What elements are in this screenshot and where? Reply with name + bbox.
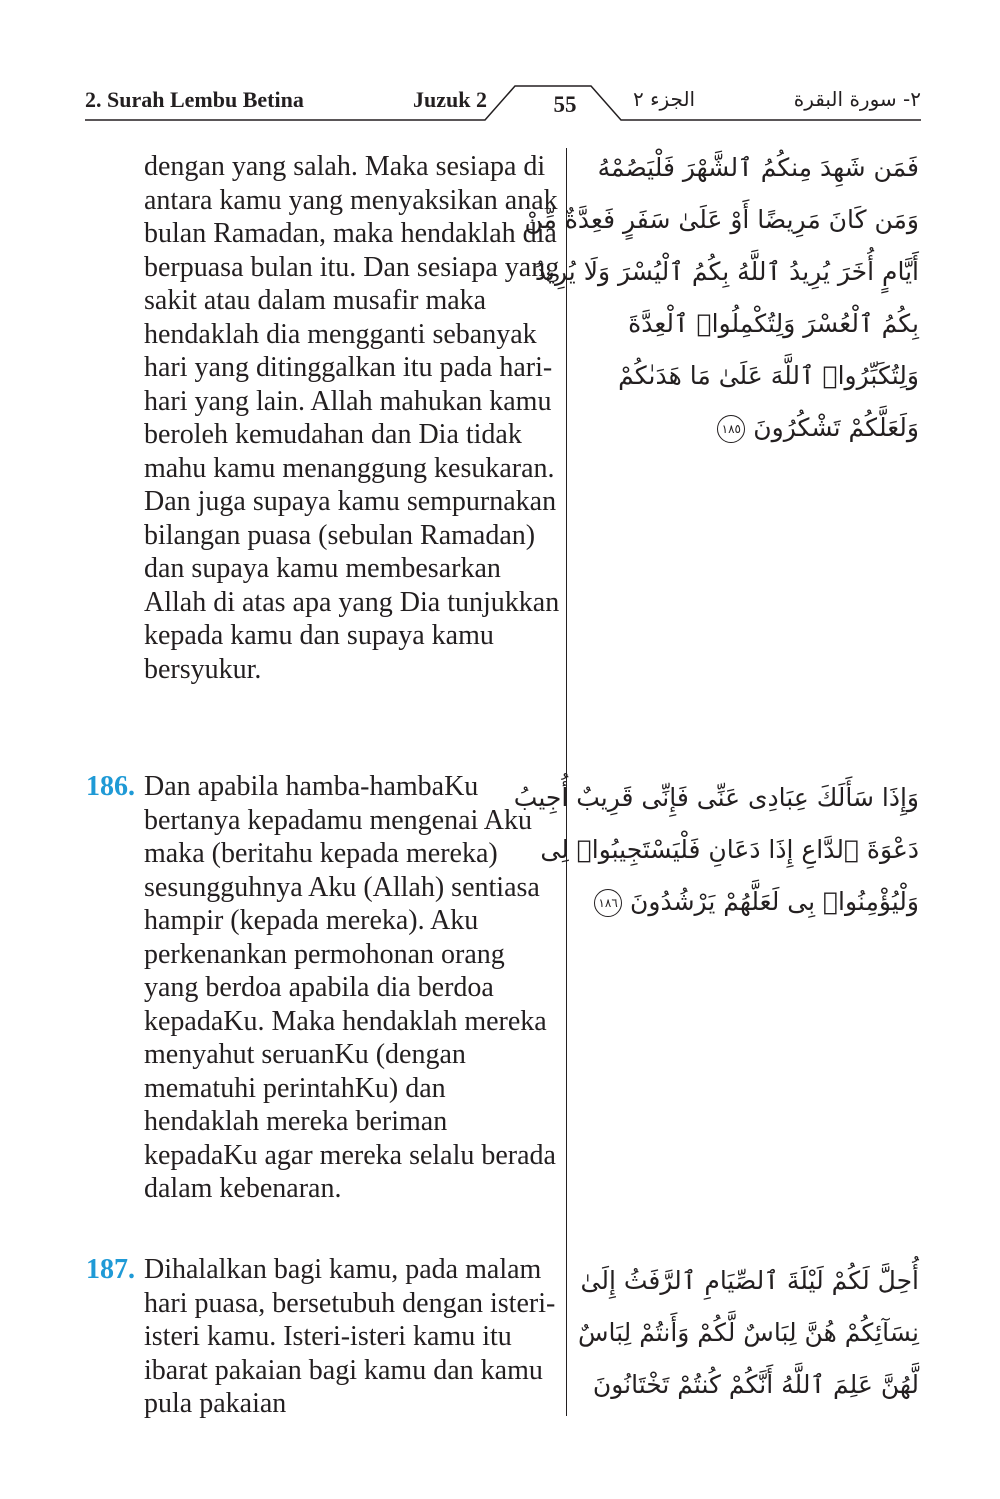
- arabic-line-with-ayah-mark: [585, 402, 919, 454]
- arabic-line-text: وَلْيُؤْمِنُوا۟ بِى لَعَلَّهُمْ يَرْشُدُونَ: [630, 887, 919, 916]
- arabic-line: أَيَّامٍ أُخَرَ يُرِيدُ ٱللَّهُ بِكُمُ ٱلْيُسْرَ وَلَا يُرِيدُ: [534, 257, 919, 286]
- arabic-block: [577, 1255, 919, 1411]
- arabic-line: نِسَآئِكُمْ هُنَّ لِبَاسٌ لَّكُمْ وَأَنتُمْ لِبَاسٌ: [577, 1318, 919, 1347]
- page-header: [85, 84, 921, 124]
- arabic-line-text: وَلَعَلَّكُمْ تَشْكُرُونَ: [753, 413, 919, 442]
- verse-number: 187.: [86, 1254, 135, 1285]
- arabic-line: وَمَن كَانَ مَرِيضًا أَوْ عَلَىٰ سَفَرٍ فَعِدَّةٌ مِّنْ: [524, 205, 919, 234]
- juzuk-label: Juzuk 2: [413, 87, 487, 112]
- arabic-line-with-ayah-mark: [585, 876, 919, 928]
- translation-text: Dihalalkan bagi kamu, pada malam hari puasa, bersetubuh dengan isteri-isteri kamu. Isteri-isteri kamu itu ibarat pakaian bagi kamu dan kamu pula pakaian: [144, 1254, 556, 1419]
- translation-text: Dan apabila hamba-hambaKu bertanya kepadamu mengenai Aku maka (beritahu kepada mereka) sesungguhnya Aku (Allah) sentiasa hampir (kepada mereka). Aku perkenankan permohonan orang yang berdoa apabila dia berdoa kepadaKu. Maka hendaklah mereka menyahut seruanKu (dengan mematuhi perintahKu) dan hendaklah mereka beriman kepadaKu agar mereka selalu berada dalam kebenaran.: [144, 771, 556, 1204]
- arabic-juz-label: الجزء ٢: [633, 87, 696, 111]
- arabic-surah-title: ٢- سورة البقرة: [793, 87, 921, 111]
- arabic-line: وَإِذَا سَأَلَكَ عِبَادِى عَنِّى فَإِنِّى قَرِيبٌ أُجِيبُ: [513, 783, 919, 812]
- translation-block: [144, 150, 564, 686]
- translation-text: dengan yang salah. Maka sesiapa di antara kamu yang menyaksikan anak bulan Ramadan, maka hendaklah dia berpuasa bulan itu. Dan sesiapa yang sakit atau dalam musafir maka hendaklah dia mengganti sebanyak hari yang ditinggalkan itu pada hari-hari yang lain. Allah mahukan kamu beroleh kemudahan dan Dia tidak mahu kamu menanggung kesukaran. Dan juga supaya kamu sempurnakan bilangan puasa (sebulan Ramadan) dan supaya kamu membesarkan Allah di atas apa yang Dia tunjukkan kepada kamu dan supaya kamu bersyukur.: [144, 151, 560, 685]
- ayah-number-marker: ١٨٦: [594, 889, 622, 917]
- arabic-block: [513, 772, 919, 928]
- arabic-block: [524, 142, 919, 454]
- translation-block: [144, 770, 564, 1206]
- arabic-line: أُحِلَّ لَكُمْ لَيْلَةَ ٱلصِّيَامِ ٱلرَّفَثُ إِلَىٰ: [580, 1266, 919, 1295]
- ayah-number-marker: ١٨٥: [717, 415, 745, 443]
- page-number: 55: [553, 92, 577, 117]
- verse-number: 186.: [86, 771, 135, 802]
- arabic-line: لَّهُنَّ عَلِمَ ٱللَّهُ أَنَّكُمْ كُنتُمْ تَخْتَانُونَ: [592, 1370, 919, 1399]
- arabic-line: دَعْوَةَ ٱلدَّاعِ إِذَا دَعَانِ فَلْيَسْتَجِيبُوا۟ لِى: [540, 835, 919, 864]
- arabic-line: بِكُمُ ٱلْعُسْرَ وَلِتُكْمِلُوا۟ ٱلْعِدَّةَ: [628, 309, 919, 338]
- arabic-line: وَلِتُكَبِّرُوا۟ ٱللَّهَ عَلَىٰ مَا هَدَىٰكُمْ: [618, 361, 919, 390]
- translation-block: [144, 1253, 564, 1421]
- surah-title: 2. Surah Lembu Betina: [85, 87, 304, 112]
- arabic-line: فَمَن شَهِدَ مِنكُمُ ٱلشَّهْرَ فَلْيَصُمْهُ: [597, 153, 919, 182]
